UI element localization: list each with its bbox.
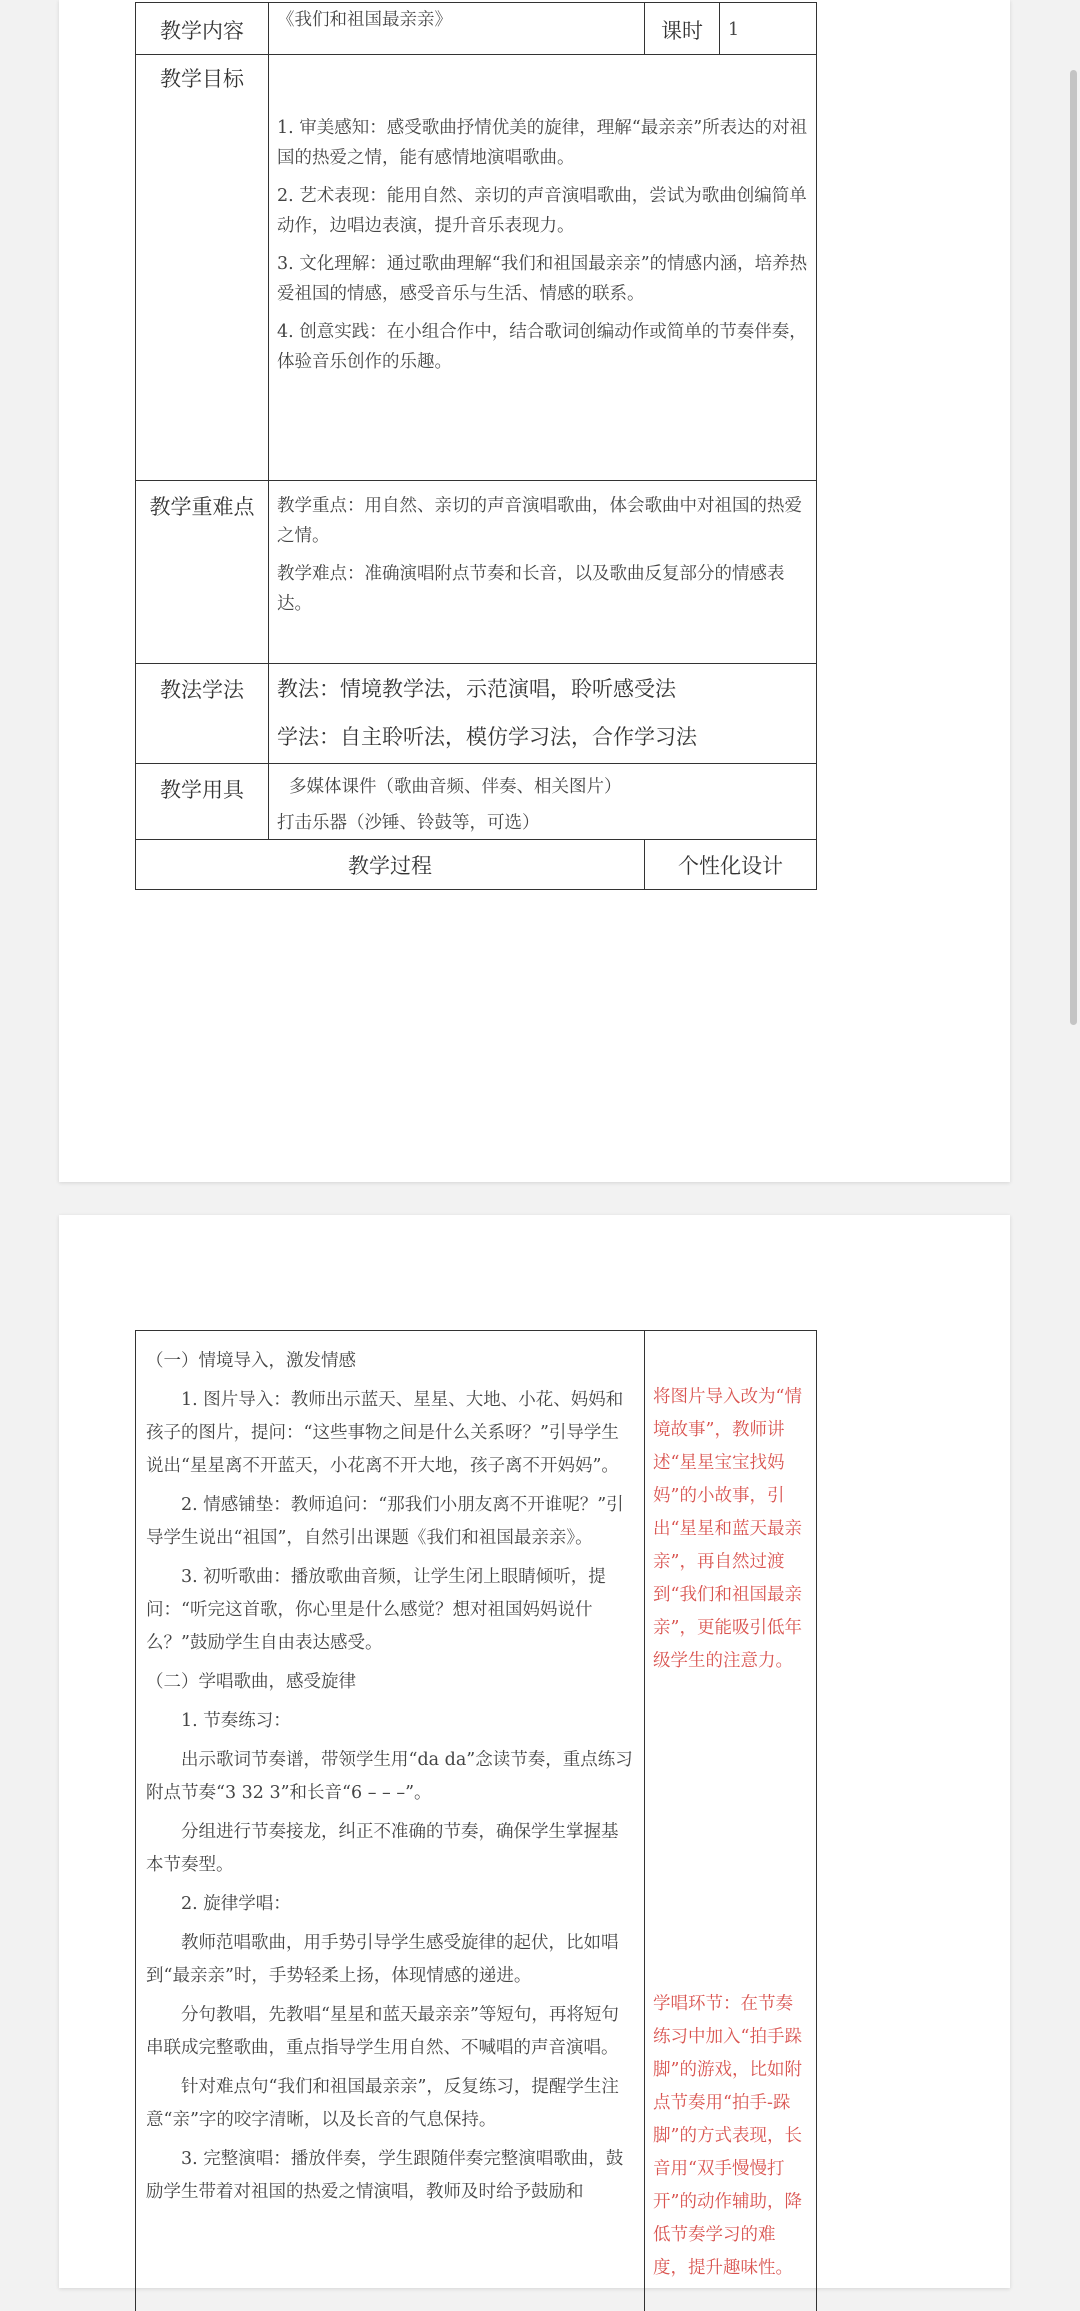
goals-content: [269, 55, 817, 481]
key-points-label: 教学重难点: [136, 481, 269, 664]
section1-title: （一）情境导入，激发情感: [146, 1351, 356, 1371]
methods-content: [269, 664, 817, 764]
lesson-info-table: [135, 2, 817, 890]
process-table: [135, 1330, 817, 2311]
teaching-focus: 教学重点：用自然、亲切的声音演唱歌曲，体会歌曲中对祖国的热爱之情。: [277, 496, 802, 546]
methods-label: 教法学法: [136, 664, 269, 764]
personal-design-content: [645, 1331, 817, 2311]
learning-method: 学法：自主聆听法，模仿学习法，合作学习法: [277, 725, 697, 749]
process-paragraph: 2. 情感铺垫：教师追问：“那我们小朋友离不开谁呢？”引导学生说出“祖国”，自然引出课题《我们和祖国最亲亲》。: [146, 1495, 624, 1548]
process-content: [136, 1331, 645, 2311]
scrollbar[interactable]: [1070, 70, 1077, 1025]
tools-line-1: 多媒体课件（歌曲音频、伴奏、相关图片）: [289, 777, 622, 797]
process-subheading: 1. 节奏练习：: [181, 1711, 291, 1731]
key-points-content: [269, 481, 817, 664]
goal-item: 4. 创意实践：在小组合作中，结合歌词创编动作或简单的节奏伴奏，体验音乐创作的乐趣。: [277, 322, 807, 372]
tools-label: 教学用具: [136, 764, 269, 840]
process-paragraph: 出示歌词节奏谱，带领学生用“da da”念读节奏，重点练习附点节奏“3 32 3”和长音“6 – – –”。: [146, 1750, 633, 1803]
content-label: 教学内容: [136, 3, 269, 55]
personal-note: 学唱环节：在节奏练习中加入“拍手跺脚”的游戏，比如附点节奏用“拍手-跺脚”的方式表现，长音用“双手慢慢打开”的动作辅助，降低节奏学习的难度，提升趣味性。: [653, 1994, 802, 2278]
teaching-method: 教法：情境教学法，示范演唱，聆听感受法: [277, 677, 676, 701]
process-paragraph: 3. 完整演唱：播放伴奏，学生跟随伴奏完整演唱歌曲，鼓励学生带着对祖国的热爱之情演唱，教师及时给予鼓励和: [146, 2149, 624, 2202]
goals-label: 教学目标: [136, 55, 269, 481]
content-value: 《我们和祖国最亲亲》: [269, 3, 645, 55]
goal-item: 1. 审美感知：感受歌曲抒情优美的旋律，理解“最亲亲”所表达的对祖国的热爱之情，能有感情地演唱歌曲。: [277, 118, 808, 168]
process-paragraph: 3. 初听歌曲：播放歌曲音频，让学生闭上眼睛倾听，提问：“听完这首歌，你心里是什么感觉？想对祖国妈妈说什么？”鼓励学生自由表达感受。: [146, 1567, 606, 1653]
personal-note: 将图片导入改为“情境故事”，教师讲述“星星宝宝找妈妈”的小故事，引出“星星和蓝天最亲亲”，再自然过渡到“我们和祖国最亲亲”，更能吸引低年级学生的注意力。: [653, 1387, 802, 1671]
section2-title: （二）学唱歌曲，感受旋律: [146, 1672, 356, 1692]
process-paragraph: 针对难点句“我们和祖国最亲亲”，反复练习，提醒学生注意“亲”字的咬字清晰，以及长音的气息保持。: [146, 2077, 619, 2130]
hours-label: 课时: [645, 3, 720, 55]
goal-item: 2. 艺术表现：能用自然、亲切的声音演唱歌曲，尝试为歌曲创编简单动作，边唱边表演，提升音乐表现力。: [277, 186, 807, 236]
tools-content: [269, 764, 817, 840]
process-paragraph: 1. 图片导入：教师出示蓝天、星星、大地、小花、妈妈和孩子的图片，提问：“这些事物之间是什么关系呀？”引导学生说出“星星离不开蓝天，小花离不开大地，孩子离不开妈妈”。: [146, 1390, 624, 1476]
hours-value: 1: [720, 3, 817, 55]
process-paragraph: 教师范唱歌曲，用手势引导学生感受旋律的起伏，比如唱到“最亲亲”时，手势轻柔上扬，体现情感的递进。: [146, 1933, 619, 1986]
tools-line-2: 打击乐器（沙锤、铃鼓等，可选）: [277, 813, 540, 833]
teaching-difficulty: 教学难点：准确演唱附点节奏和长音，以及歌曲反复部分的情感表达。: [277, 564, 785, 614]
process-subheading: 2. 旋律学唱：: [181, 1894, 291, 1914]
goal-item: 3. 文化理解：通过歌曲理解“我们和祖国最亲亲”的情感内涵，培养热爱祖国的情感，感受音乐与生活、情感的联系。: [277, 254, 808, 304]
process-header: 教学过程: [136, 840, 645, 890]
process-paragraph: 分组进行节奏接龙，纠正不准确的节奏，确保学生掌握基本节奏型。: [146, 1822, 619, 1875]
process-paragraph: 分句教唱，先教唱“星星和蓝天最亲亲”等短句，再将短句串联成完整歌曲，重点指导学生用自然、不喊唱的声音演唱。: [146, 2005, 619, 2058]
personal-design-header: 个性化设计: [645, 840, 817, 890]
